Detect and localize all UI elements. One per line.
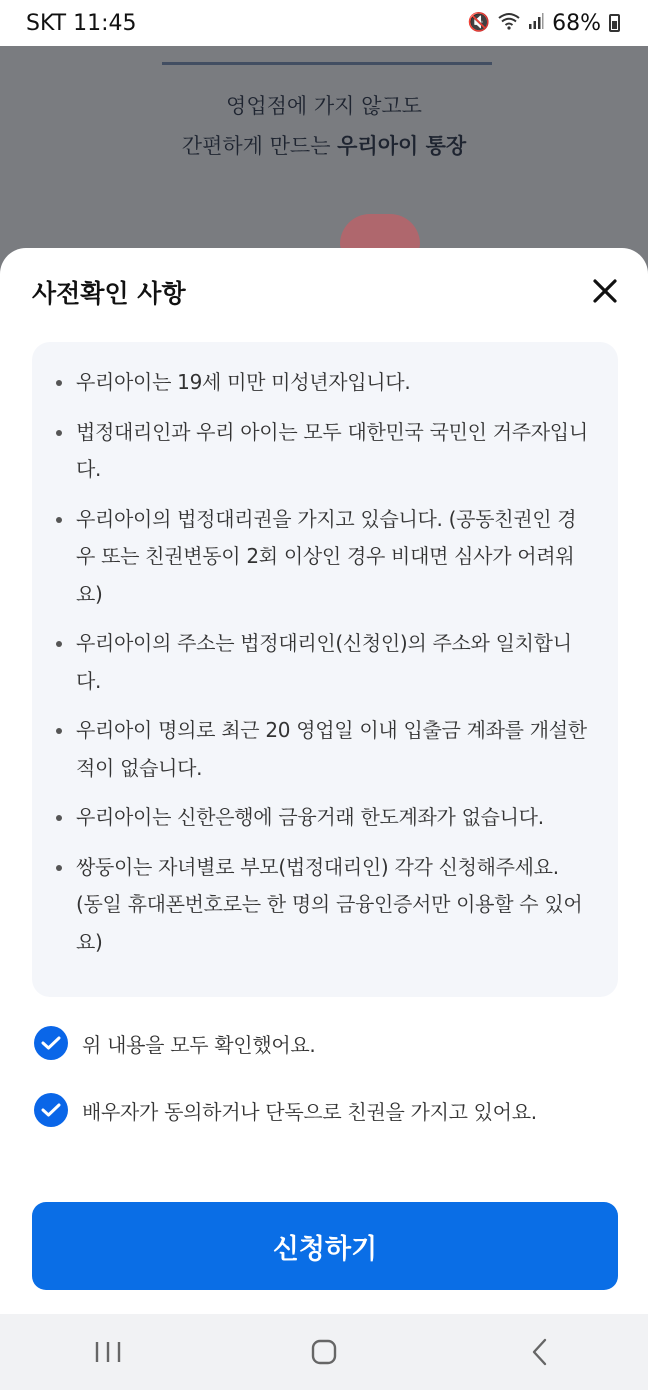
clock: 11:45 [73,10,137,36]
precheck-info-box [32,342,618,997]
sheet-title: 사전확인 사항 [32,279,186,308]
back-icon [528,1337,552,1367]
mute-icon: 🔇 [467,12,491,33]
apply-button[interactable]: 신청하기 [32,1202,618,1290]
spouse-consent-checkbox[interactable] [34,1093,537,1127]
close-icon [586,272,624,310]
precheck-list [56,364,590,961]
close-button[interactable] [586,272,624,310]
system-nav-bar [0,1314,648,1390]
background-subtitle-line2 [0,130,648,160]
precheck-bottom-sheet [0,248,648,1314]
background-subtitle-bold: 우리아이 통장 [337,134,467,158]
precheck-item: 우리아이는 신한은행에 금융거래 한도계좌가 없습니다. [56,799,590,837]
precheck-item: 법정대리인과 우리 아이는 모두 대한민국 국민인 거주자입니다. [56,414,590,489]
precheck-item: 우리아이는 19세 미만 미성년자입니다. [56,364,590,402]
confirm-all-label: 위 내용을 모두 확인했어요. [82,1032,316,1057]
battery-icon [609,14,620,32]
status-bar [0,0,648,46]
background-subtitle-prefix: 간편하게 만드는 [181,134,338,158]
status-icons [468,11,620,36]
precheck-item: 쌍둥이는 자녀별로 부모(법정대리인) 각각 신청해주세요. (동일 휴대폰번호로는 한 명의 금융인증서만 이용할 수 있어요) [56,849,590,962]
wifi-icon [498,12,520,34]
spouse-consent-label: 배우자가 동의하거나 단독으로 친권을 가지고 있어요. [82,1099,537,1124]
background-subtitle-line1: 영업점에 가지 않고도 [226,94,422,118]
home-icon [309,1337,339,1367]
precheck-item: 우리아이의 주소는 법정대리인(신청인)의 주소와 일치합니다. [56,625,590,700]
recent-apps-icon [93,1339,123,1365]
status-left [26,11,137,36]
check-icon [34,1093,68,1127]
back-button[interactable] [500,1322,580,1382]
carrier-label: SKT [26,10,67,36]
home-button[interactable] [284,1322,364,1382]
confirm-all-checkbox[interactable] [34,1026,315,1060]
precheck-item: 우리아이 명의로 최근 20 영업일 이내 입출금 계좌를 개설한 적이 없습니다. [56,712,590,787]
signal-icon [528,12,544,34]
recent-apps-button[interactable] [68,1322,148,1382]
battery-percent: 68% [552,10,601,36]
check-icon [34,1026,68,1060]
background-heading-fragment [162,46,492,65]
precheck-item: 우리아이의 법정대리권을 가지고 있습니다. (공동친권인 경우 또는 친권변동이 2회 이상인 경우 비대면 심사가 어려워요) [56,501,590,614]
